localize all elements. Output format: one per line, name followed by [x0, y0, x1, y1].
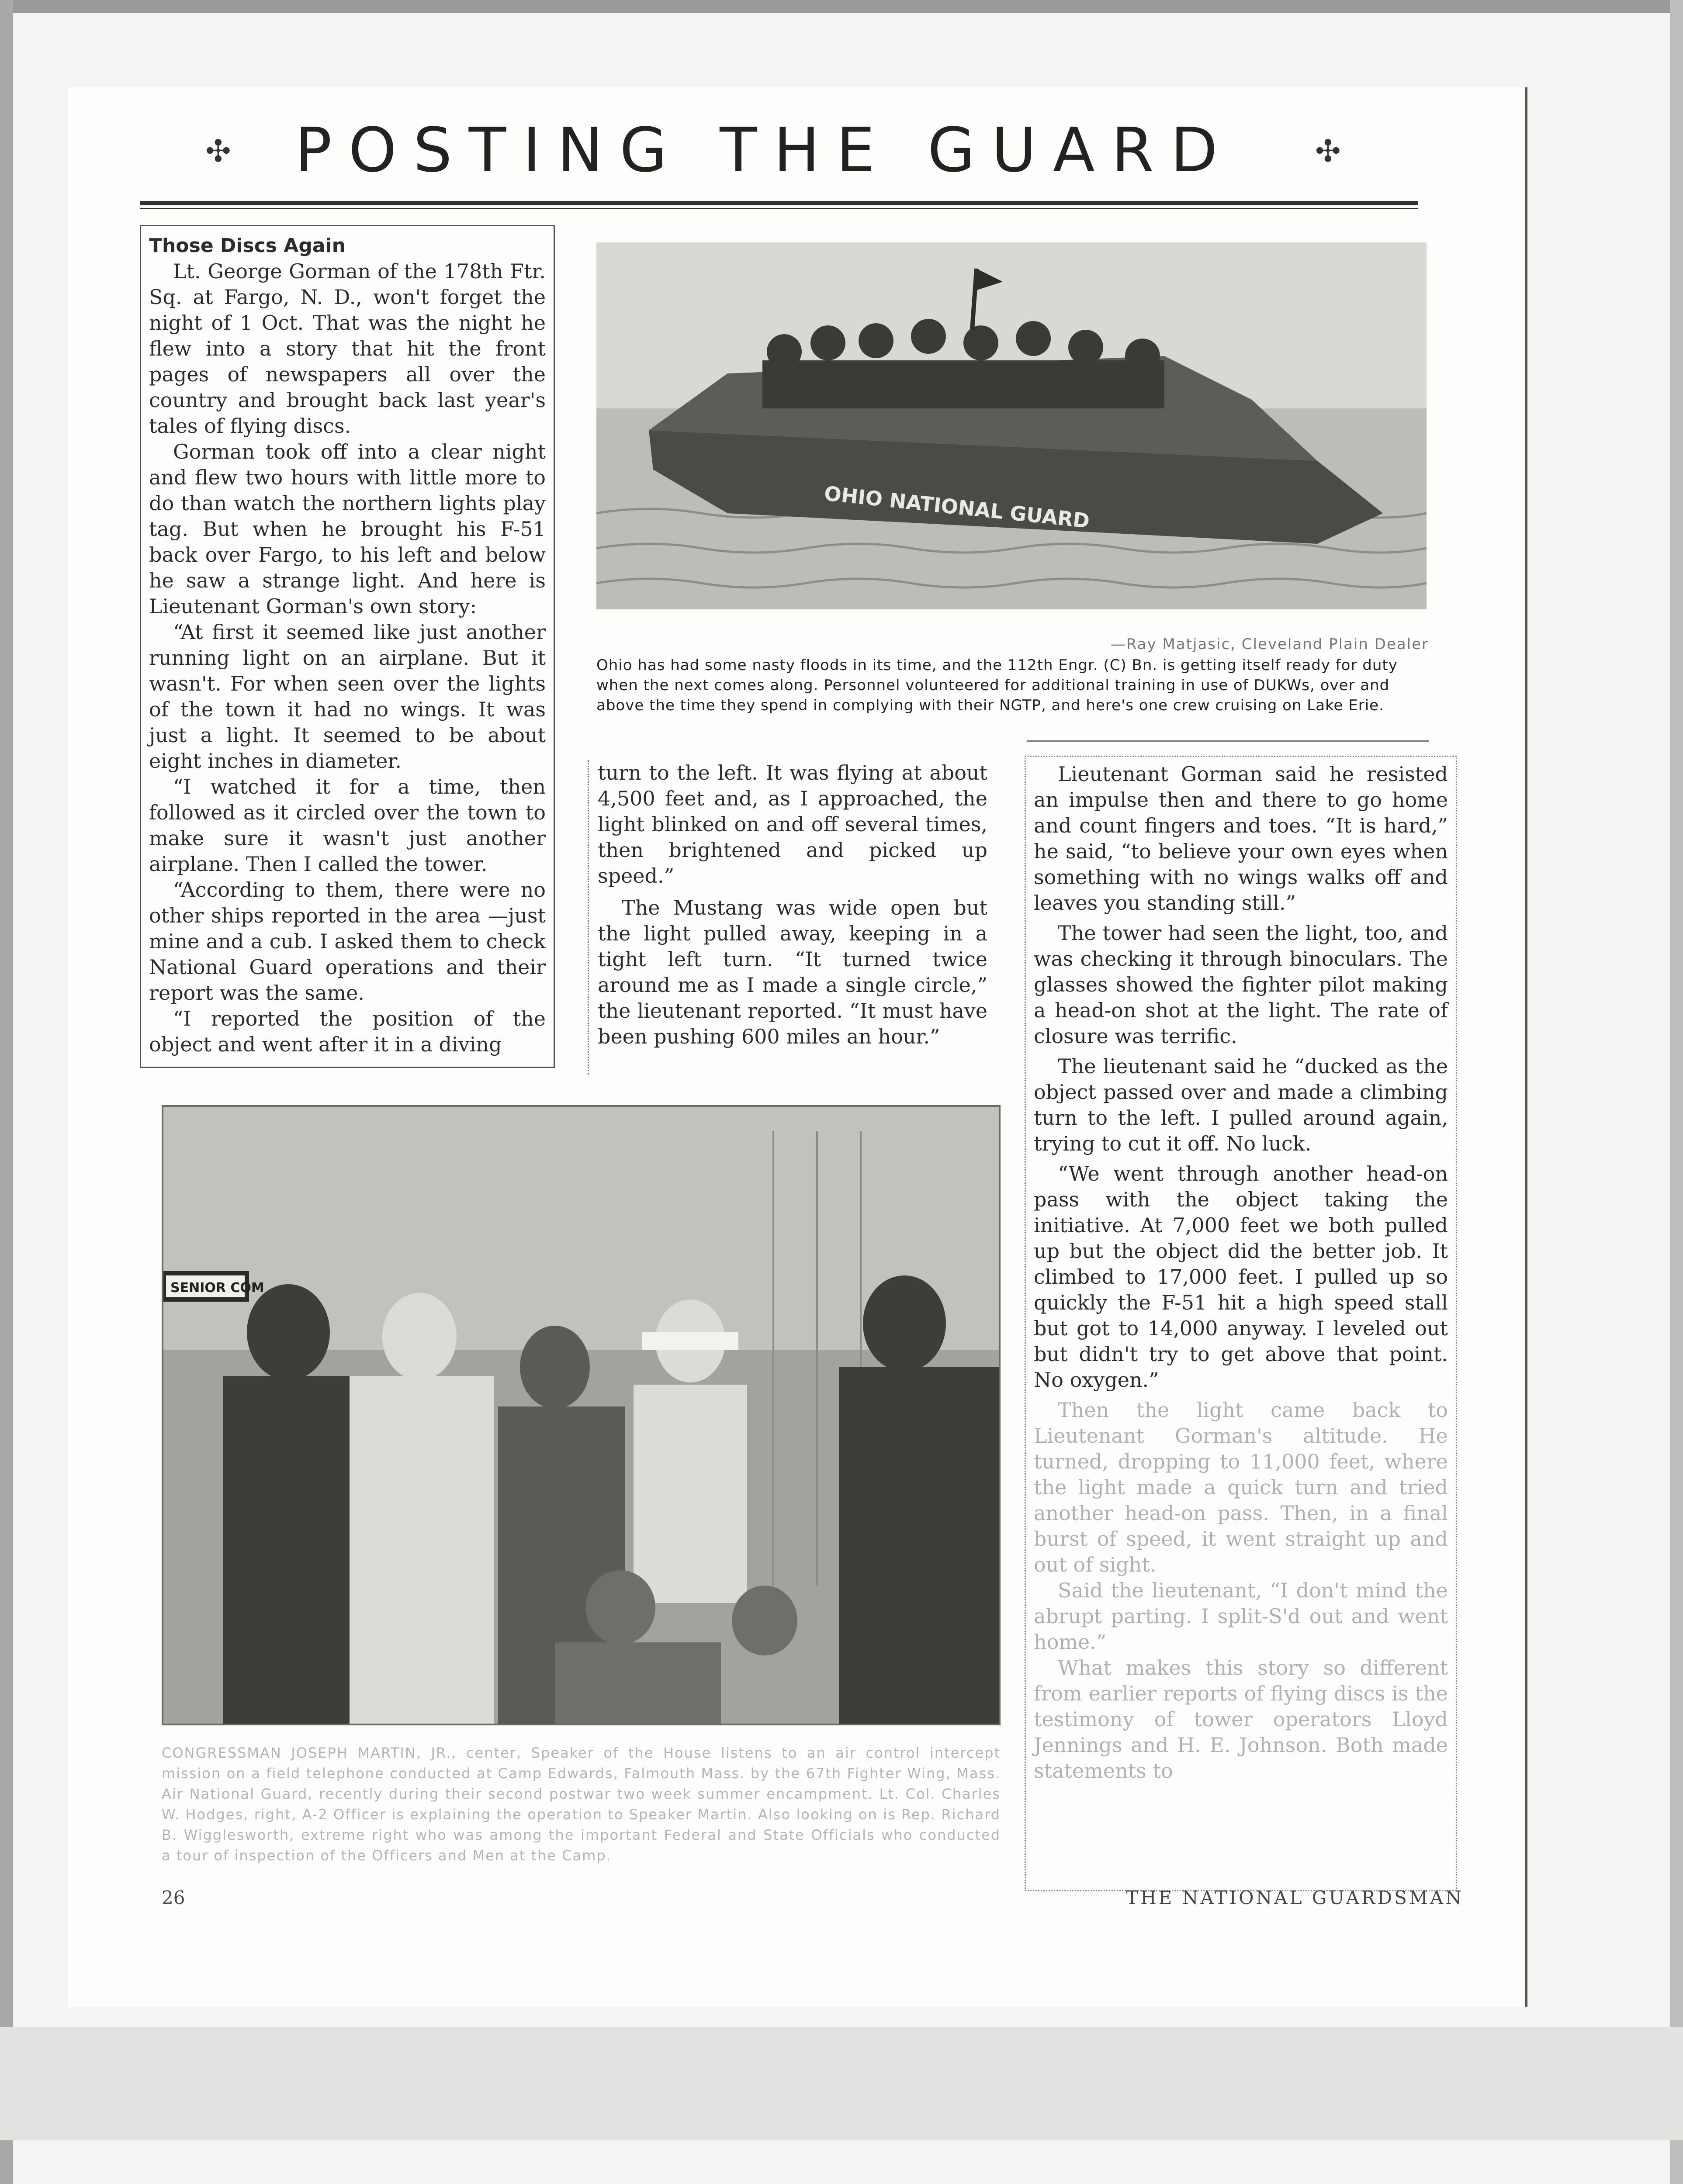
paragraph: “I watched it for a time, then followed as it circled over the town to make sure it wasn't just another airplane. Then I called the tower.: [149, 775, 546, 876]
hull-lettering: OHIO NATIONAL GUARD: [823, 481, 1091, 533]
paragraph: The lieutenant said he “ducked as the object passed over and made a climbing turn to the left. I pulled around again, trying to cut it off. No luck.: [1034, 1054, 1448, 1155]
article-column-2: [588, 760, 996, 1075]
publication-footer: THE NATIONAL GUARDSMAN: [1126, 1887, 1464, 1908]
scan-edge-left: [0, 0, 13, 2184]
ornament-right-icon: ✣: [1315, 133, 1341, 169]
paragraph: The Mustang was wide open but the light pulled away, keeping in a tight left turn. “It turned twice around me as I made a single circle,” the lieutenant reported. “It must have been pushing 600 miles an hour.”: [598, 896, 987, 1048]
masthead-rule-thin: [140, 208, 1418, 209]
paragraph: The tower had seen the light, too, and was checking it through binoculars. The glasses showed the fighter pilot making a head-on shot at the light. The rate of closure was terrific.: [1034, 921, 1448, 1048]
page-number: 26: [162, 1887, 185, 1908]
article-headline: Those Discs Again: [149, 235, 346, 257]
photo-credit: —Ray Matjasic, Cleveland Plain Dealer: [1110, 636, 1429, 653]
dukw-photo-caption: Ohio has had some nasty floods in its time, and the 112th Engr. (C) Bn. is getting itself ready for duty when the next comes along. Personnel volunteered for additional training in use of DUKWs, over and above the time they spend in complying with their NGTP, and here's one crew cruising on Lake Erie.: [596, 657, 1398, 714]
paragraph-faded: Said the lieutenant, “I don't mind the abrupt parting. I split-S'd out and went home.”: [1034, 1579, 1448, 1654]
paragraph: “I reported the position of the object and went after it in a diving: [149, 1007, 546, 1056]
article-column-1: [140, 225, 555, 1068]
paragraph: “At first it seemed like just another running light on an airplane. But it wasn't. For when seen over the lights of the town it had no wings. It was just a light. It seemed to be about eight inches in diameter.: [149, 620, 546, 773]
sign-lettering: SENIOR COM: [170, 1280, 264, 1296]
caption-rule: [1027, 740, 1429, 742]
scan-edge-right: [1670, 0, 1683, 2184]
paragraph: “We went through another head-on pass with the object taking the initiative. At 7,000 feet we both pulled up but the object did the better job. It climbed to 17,000 feet. I pulled up so quickly the F-51 hit a high speed stall but got to 14,000 anyway. I leveled out but didn't try to get above that point. No oxygen.”: [1034, 1162, 1448, 1392]
paragraph: “According to them, there were no other ships reported in the area —just mine and a cub. I asked them to check National Guard operations and their report was the same.: [149, 878, 546, 1005]
page-title: POSTING THE GUARD: [295, 115, 1234, 186]
ornament-left-icon: ✣: [205, 133, 231, 169]
congressman-photo: [162, 1105, 1001, 1725]
congressman-photo-caption: CONGRESSMAN JOSEPH MARTIN, JR., center, Speaker of the House listens to an air control intercept mission on a field telephone conducted at Camp Edwards, Falmouth Mass. by the 67th Fighter Wing, Mass. Air National Guard, recently during their second postwar two week summer encampment. Lt. Col. Charles W. Hodges, right, A-2 Officer is explaining the operation to Speaker Martin. Also looking on is Rep. Richard B. Wigglesworth, extreme right who was among the important Federal and State Officials who conducted a tour of inspection of the Officers and Men at the Camp.: [162, 1745, 1001, 1864]
masthead-rule: [140, 201, 1418, 205]
paragraph-faded: What makes this story so different from earlier reports of flying discs is the testimony of tower operators Lloyd Jennings and H. E. Johnson. Both made statements to: [1034, 1656, 1448, 1783]
paragraph: Lieutenant Gorman said he resisted an impulse then and there to go home and count fingers and toes. “It is hard,” he said, “to believe your own eyes when something with no wings walks off and leaves you standing still.”: [1034, 762, 1448, 915]
paragraph: Lt. George Gorman of the 178th Ftr. Sq. at Fargo, N. D., won't forget the night of 1 Oct. That was the night he flew into a story that hit the front pages of newspapers all over the country and brought back last year's tales of flying discs.: [149, 259, 546, 438]
paragraph-faded: Then the light came back to Lieutenant Gorman's altitude. He turned, dropping to 11,000 feet, where the light made a quick turn and tried another head-on pass. Then, in a final burst of speed, it went straight up and out of sight.: [1034, 1398, 1448, 1576]
dukw-boat-photo: [596, 242, 1427, 609]
dukw-boat-illustration: [596, 242, 1427, 609]
scan-edge-top: [0, 0, 1683, 13]
scan-edge-bottom: [0, 2027, 1683, 2140]
paragraph: Gorman took off into a clear night and flew two hours with little more to do than watch the northern lights play tag. But when he brought his F-51 back over Fargo, to his left and below he saw a strange light. And here is Lieutenant Gorman's own story:: [149, 440, 546, 618]
paragraph: turn to the left. It was flying at about 4,500 feet and, as I approached, the light blinked on and off several times, then brightened and picked up speed.”: [598, 761, 987, 888]
group-photo-illustration: [162, 1105, 1001, 1725]
article-column-3: [1025, 756, 1457, 1891]
